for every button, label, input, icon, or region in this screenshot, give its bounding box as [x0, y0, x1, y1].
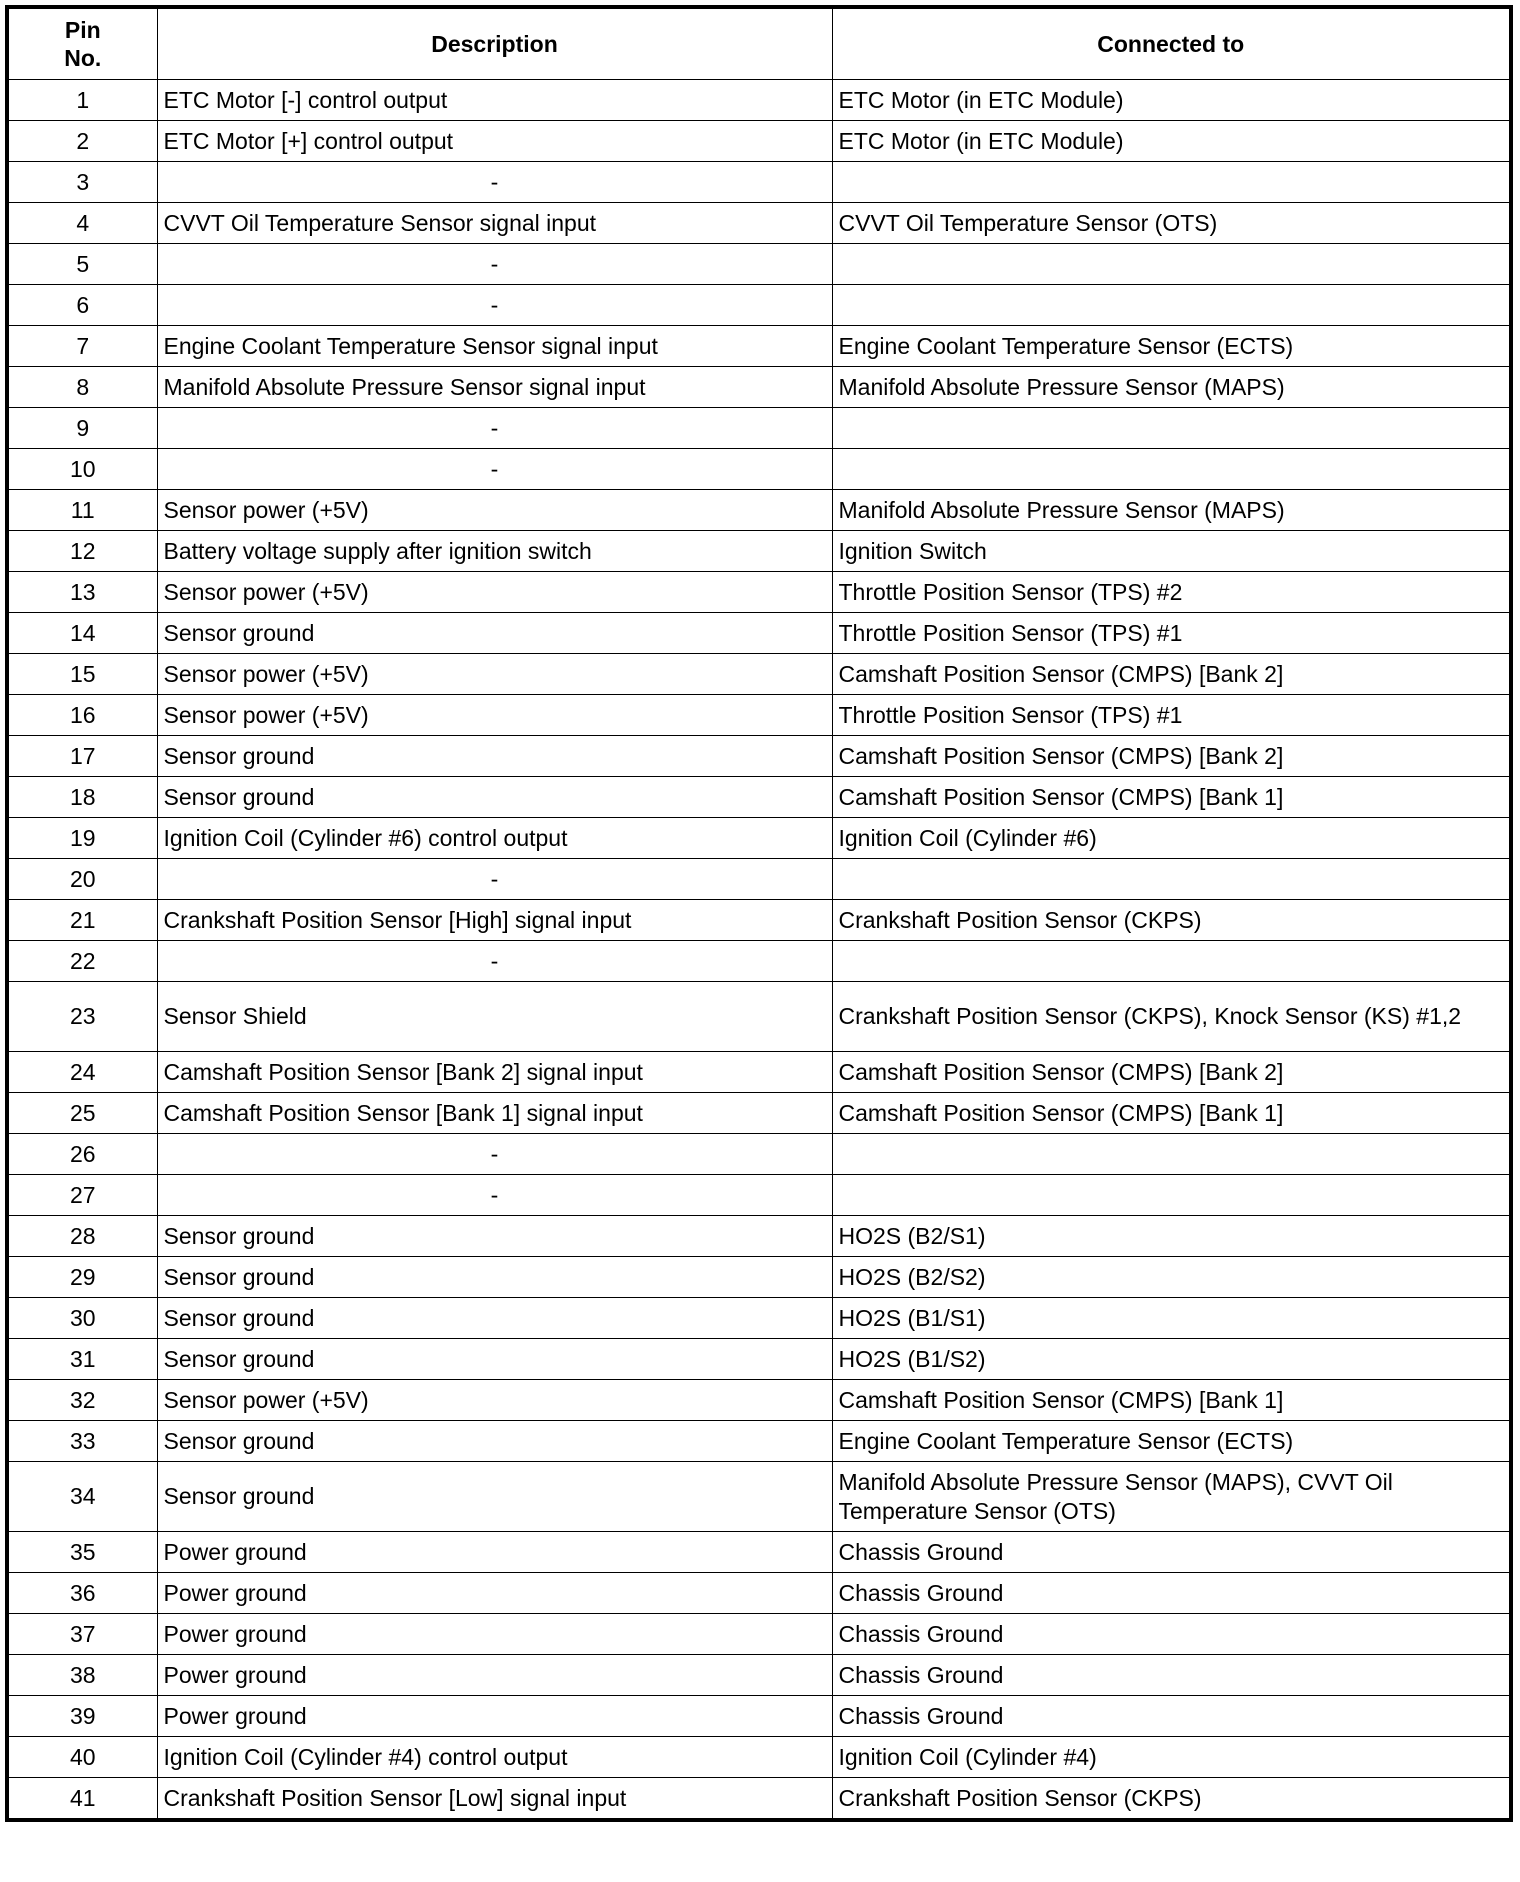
table-row	[7, 1052, 1511, 1093]
table-row	[7, 1573, 1511, 1614]
pin-description: Sensor ground	[157, 1421, 832, 1462]
table-row	[7, 80, 1511, 121]
pin-description: ETC Motor [-] control output	[157, 80, 832, 121]
pin-connected-to: Ignition Coil (Cylinder #6)	[832, 818, 1511, 859]
pin-number: 41	[7, 1778, 157, 1821]
header-pin-line2: No.	[64, 45, 102, 71]
pin-connected-to: Camshaft Position Sensor (CMPS) [Bank 2]	[832, 654, 1511, 695]
header-row	[7, 7, 1511, 80]
pin-connected-to: Throttle Position Sensor (TPS) #1	[832, 613, 1511, 654]
pin-number: 23	[7, 982, 157, 1052]
pin-number: 20	[7, 859, 157, 900]
table-row	[7, 613, 1511, 654]
pin-number: 6	[7, 285, 157, 326]
pin-connected-to: Camshaft Position Sensor (CMPS) [Bank 2]	[832, 736, 1511, 777]
pin-number: 1	[7, 80, 157, 121]
table-row	[7, 408, 1511, 449]
pin-connected-to: Crankshaft Position Sensor (CKPS)	[832, 1778, 1511, 1821]
pin-number: 29	[7, 1257, 157, 1298]
pin-description: -	[157, 162, 832, 203]
pin-description: -	[157, 244, 832, 285]
pin-connected-to	[832, 285, 1511, 326]
table-row	[7, 1655, 1511, 1696]
pin-connected-to: Chassis Ground	[832, 1573, 1511, 1614]
pin-number: 3	[7, 162, 157, 203]
pin-connected-to: Manifold Absolute Pressure Sensor (MAPS)	[832, 490, 1511, 531]
pin-number: 7	[7, 326, 157, 367]
header-connected-to: Connected to	[832, 7, 1511, 80]
header-description: Description	[157, 7, 832, 80]
pin-connected-to	[832, 244, 1511, 285]
pin-connected-to	[832, 162, 1511, 203]
table-row	[7, 1778, 1511, 1821]
pin-number: 27	[7, 1175, 157, 1216]
pin-description: Sensor ground	[157, 1216, 832, 1257]
table-row	[7, 1614, 1511, 1655]
table-row	[7, 203, 1511, 244]
table-row	[7, 244, 1511, 285]
pin-description: ETC Motor [+] control output	[157, 121, 832, 162]
pin-connected-to: Crankshaft Position Sensor (CKPS), Knock Sensor (KS) #1,2	[832, 982, 1511, 1052]
pin-description: -	[157, 1134, 832, 1175]
pin-number: 24	[7, 1052, 157, 1093]
pin-connected-to: Chassis Ground	[832, 1696, 1511, 1737]
table-row	[7, 285, 1511, 326]
pin-connected-to	[832, 941, 1511, 982]
pin-description: Ignition Coil (Cylinder #6) control output	[157, 818, 832, 859]
table-row	[7, 121, 1511, 162]
table-row	[7, 900, 1511, 941]
pin-connected-to: Camshaft Position Sensor (CMPS) [Bank 1]	[832, 1093, 1511, 1134]
pin-number: 33	[7, 1421, 157, 1462]
pin-connected-to: Throttle Position Sensor (TPS) #1	[832, 695, 1511, 736]
pin-number: 14	[7, 613, 157, 654]
pin-connected-to: Engine Coolant Temperature Sensor (ECTS)	[832, 1421, 1511, 1462]
pin-description: Sensor Shield	[157, 982, 832, 1052]
pin-connected-to: ETC Motor (in ETC Module)	[832, 121, 1511, 162]
table-row	[7, 941, 1511, 982]
pin-description: -	[157, 1175, 832, 1216]
pin-number: 37	[7, 1614, 157, 1655]
pin-number: 4	[7, 203, 157, 244]
table-body	[7, 80, 1511, 1821]
table-row	[7, 162, 1511, 203]
table-row	[7, 531, 1511, 572]
pin-number: 16	[7, 695, 157, 736]
pin-number: 9	[7, 408, 157, 449]
pin-number: 22	[7, 941, 157, 982]
pin-connected-to: CVVT Oil Temperature Sensor (OTS)	[832, 203, 1511, 244]
table-row	[7, 572, 1511, 613]
pin-description: Crankshaft Position Sensor [Low] signal input	[157, 1778, 832, 1821]
table-row	[7, 1696, 1511, 1737]
pin-description: Power ground	[157, 1696, 832, 1737]
pin-description: -	[157, 408, 832, 449]
pin-connected-to	[832, 408, 1511, 449]
table-row	[7, 1134, 1511, 1175]
pin-connected-to	[832, 449, 1511, 490]
pin-connected-to: Camshaft Position Sensor (CMPS) [Bank 1]	[832, 777, 1511, 818]
table-row	[7, 1380, 1511, 1421]
table-row	[7, 1216, 1511, 1257]
pin-number: 40	[7, 1737, 157, 1778]
table-row	[7, 695, 1511, 736]
pin-number: 13	[7, 572, 157, 613]
pin-connected-to: HO2S (B1/S1)	[832, 1298, 1511, 1339]
table-row	[7, 1175, 1511, 1216]
pin-number: 10	[7, 449, 157, 490]
pin-description: Power ground	[157, 1573, 832, 1614]
pin-number: 18	[7, 777, 157, 818]
pin-description: Sensor ground	[157, 736, 832, 777]
pin-description: Sensor ground	[157, 1257, 832, 1298]
pin-description: Power ground	[157, 1614, 832, 1655]
pin-connected-to	[832, 1134, 1511, 1175]
pin-number: 31	[7, 1339, 157, 1380]
pin-connected-to: Chassis Ground	[832, 1655, 1511, 1696]
pin-number: 17	[7, 736, 157, 777]
pin-description: Sensor power (+5V)	[157, 572, 832, 613]
pin-number: 36	[7, 1573, 157, 1614]
pin-number: 39	[7, 1696, 157, 1737]
table-row	[7, 654, 1511, 695]
pin-number: 11	[7, 490, 157, 531]
table-row	[7, 1532, 1511, 1573]
pin-description: CVVT Oil Temperature Sensor signal input	[157, 203, 832, 244]
pin-description: Battery voltage supply after ignition switch	[157, 531, 832, 572]
table-row	[7, 1462, 1511, 1532]
pin-number: 15	[7, 654, 157, 695]
pin-description: Engine Coolant Temperature Sensor signal input	[157, 326, 832, 367]
table-row	[7, 859, 1511, 900]
pin-number: 38	[7, 1655, 157, 1696]
pin-description: Manifold Absolute Pressure Sensor signal input	[157, 367, 832, 408]
pin-connected-to: Chassis Ground	[832, 1532, 1511, 1573]
table-row	[7, 1298, 1511, 1339]
table-row	[7, 1339, 1511, 1380]
header-pin-no	[7, 7, 157, 80]
pin-number: 12	[7, 531, 157, 572]
table-row	[7, 1421, 1511, 1462]
pin-connected-to	[832, 1175, 1511, 1216]
pin-connected-to: Manifold Absolute Pressure Sensor (MAPS), CVVT Oil Temperature Sensor (OTS)	[832, 1462, 1511, 1532]
pin-description: Sensor ground	[157, 613, 832, 654]
table-row	[7, 1257, 1511, 1298]
pin-description: Sensor power (+5V)	[157, 1380, 832, 1421]
table-row	[7, 1737, 1511, 1778]
pin-connected-to	[832, 859, 1511, 900]
pin-connected-to: Ignition Coil (Cylinder #4)	[832, 1737, 1511, 1778]
pin-number: 19	[7, 818, 157, 859]
pin-number: 26	[7, 1134, 157, 1175]
pin-number: 5	[7, 244, 157, 285]
pin-description: Sensor power (+5V)	[157, 490, 832, 531]
table-row	[7, 982, 1511, 1052]
pin-description: Ignition Coil (Cylinder #4) control output	[157, 1737, 832, 1778]
pin-description: -	[157, 449, 832, 490]
pin-connected-to: HO2S (B1/S2)	[832, 1339, 1511, 1380]
pin-number: 25	[7, 1093, 157, 1134]
pin-connected-to: Camshaft Position Sensor (CMPS) [Bank 1]	[832, 1380, 1511, 1421]
table-row	[7, 1093, 1511, 1134]
table-row	[7, 326, 1511, 367]
table-row	[7, 367, 1511, 408]
pin-connected-to: Manifold Absolute Pressure Sensor (MAPS)	[832, 367, 1511, 408]
pin-connected-to: HO2S (B2/S1)	[832, 1216, 1511, 1257]
pin-connected-to: HO2S (B2/S2)	[832, 1257, 1511, 1298]
pin-number: 21	[7, 900, 157, 941]
pin-description: Camshaft Position Sensor [Bank 2] signal input	[157, 1052, 832, 1093]
table-row	[7, 777, 1511, 818]
pin-connected-to: Engine Coolant Temperature Sensor (ECTS)	[832, 326, 1511, 367]
pin-connected-to: Chassis Ground	[832, 1614, 1511, 1655]
pin-description: Camshaft Position Sensor [Bank 1] signal input	[157, 1093, 832, 1134]
pin-connected-to: Camshaft Position Sensor (CMPS) [Bank 2]	[832, 1052, 1511, 1093]
pin-number: 35	[7, 1532, 157, 1573]
pin-description: -	[157, 859, 832, 900]
pin-connected-to: ETC Motor (in ETC Module)	[832, 80, 1511, 121]
pin-number: 34	[7, 1462, 157, 1532]
pin-number: 32	[7, 1380, 157, 1421]
table-row	[7, 449, 1511, 490]
table-row	[7, 490, 1511, 531]
pin-number: 8	[7, 367, 157, 408]
pin-number: 2	[7, 121, 157, 162]
pin-connected-to: Ignition Switch	[832, 531, 1511, 572]
pin-description: -	[157, 941, 832, 982]
table-row	[7, 818, 1511, 859]
pin-description: Sensor power (+5V)	[157, 654, 832, 695]
pin-description: Sensor ground	[157, 1298, 832, 1339]
pin-description: Sensor ground	[157, 1462, 832, 1532]
pin-description: Power ground	[157, 1532, 832, 1573]
pin-description: Sensor ground	[157, 777, 832, 818]
pin-description: Power ground	[157, 1655, 832, 1696]
pin-description: Crankshaft Position Sensor [High] signal input	[157, 900, 832, 941]
table-row	[7, 736, 1511, 777]
pin-connected-to: Crankshaft Position Sensor (CKPS)	[832, 900, 1511, 941]
pin-description: -	[157, 285, 832, 326]
pin-description: Sensor ground	[157, 1339, 832, 1380]
pin-description: Sensor power (+5V)	[157, 695, 832, 736]
table-header	[7, 7, 1511, 80]
pin-connected-to: Throttle Position Sensor (TPS) #2	[832, 572, 1511, 613]
pin-number: 28	[7, 1216, 157, 1257]
pin-table	[5, 5, 1513, 1822]
pin-number: 30	[7, 1298, 157, 1339]
header-pin-line1: Pin	[64, 17, 101, 43]
